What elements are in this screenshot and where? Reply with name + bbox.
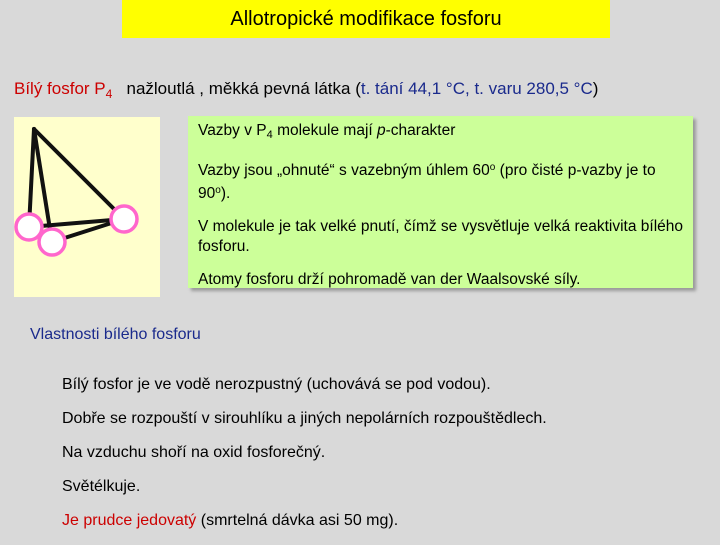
property-toxic (62, 511, 547, 531)
intro-description: nažloutlá , měkká pevná látka (126, 79, 351, 98)
intro-line (14, 79, 598, 101)
fact-strain-reactivity: V molekule je tak velké pnutí, čímž se vysvětluje velká reaktivita bílého fosforu. (198, 218, 684, 255)
white-phosphorus-subscript: 4 (105, 87, 113, 101)
toxic-warning: Je prudce jedovatý (62, 512, 197, 529)
fact-text: molekule mají (272, 122, 377, 139)
fact-text: Vazby v P (198, 122, 267, 139)
intro-temperatures: t. tání 44,1 °C, t. varu 280,5 °C (360, 79, 593, 98)
white-phosphorus-name: Bílý fosfor P (14, 79, 106, 98)
phosphorus-atom (39, 229, 65, 255)
fact-italic: p (377, 122, 386, 139)
fact-subscript: 4 (266, 129, 273, 141)
fact-superscript: o (489, 162, 496, 173)
phosphorus-atom (16, 214, 42, 240)
intro-paren-open: ( (355, 79, 361, 98)
fact-van-der-waals: Atomy fosforu drží pohromadě van der Waalsovské síly. (198, 271, 581, 288)
lethal-dose: (smrtelná dávka asi 50 mg). (196, 512, 399, 529)
property-glows: Světélkuje. (62, 478, 141, 495)
fact-text: (pro čisté p-vazby je to 90 (198, 162, 656, 202)
p4-molecule-image (14, 117, 160, 297)
property-burns: Na vzduchu shoří na oxid fosforečný. (62, 444, 326, 461)
fact-superscript: o (215, 185, 221, 196)
p4-facts-box (188, 116, 693, 288)
fact-bent-bonds (198, 158, 685, 204)
property-dissolves-cs2: Dobře se rozpouští v sirouhlíku a jiných nepolárních rozpouštědlech. (62, 410, 547, 427)
p4-tetrahedron-drawing (14, 117, 160, 297)
intro-paren-close: ) (592, 79, 599, 98)
property-insoluble: Bílý fosfor je ve vodě nerozpustný (uchovává se pod vodou). (62, 376, 491, 393)
fact-text: ). (220, 185, 231, 202)
properties-heading: Vlastnosti bílého fosforu (30, 326, 201, 343)
fact-bonds-character (198, 121, 685, 145)
fact-text: -charakter (385, 122, 456, 139)
white-phosphorus-label (14, 79, 113, 101)
phosphorus-atom (111, 206, 137, 232)
fact-text: Vazby jsou „ohnuté“ s vazebným úhlem 60 (198, 162, 490, 179)
properties-list (62, 375, 547, 545)
slide-title-text: Allotropické modifikace fosforu (230, 7, 502, 30)
slide-title (122, 0, 610, 38)
